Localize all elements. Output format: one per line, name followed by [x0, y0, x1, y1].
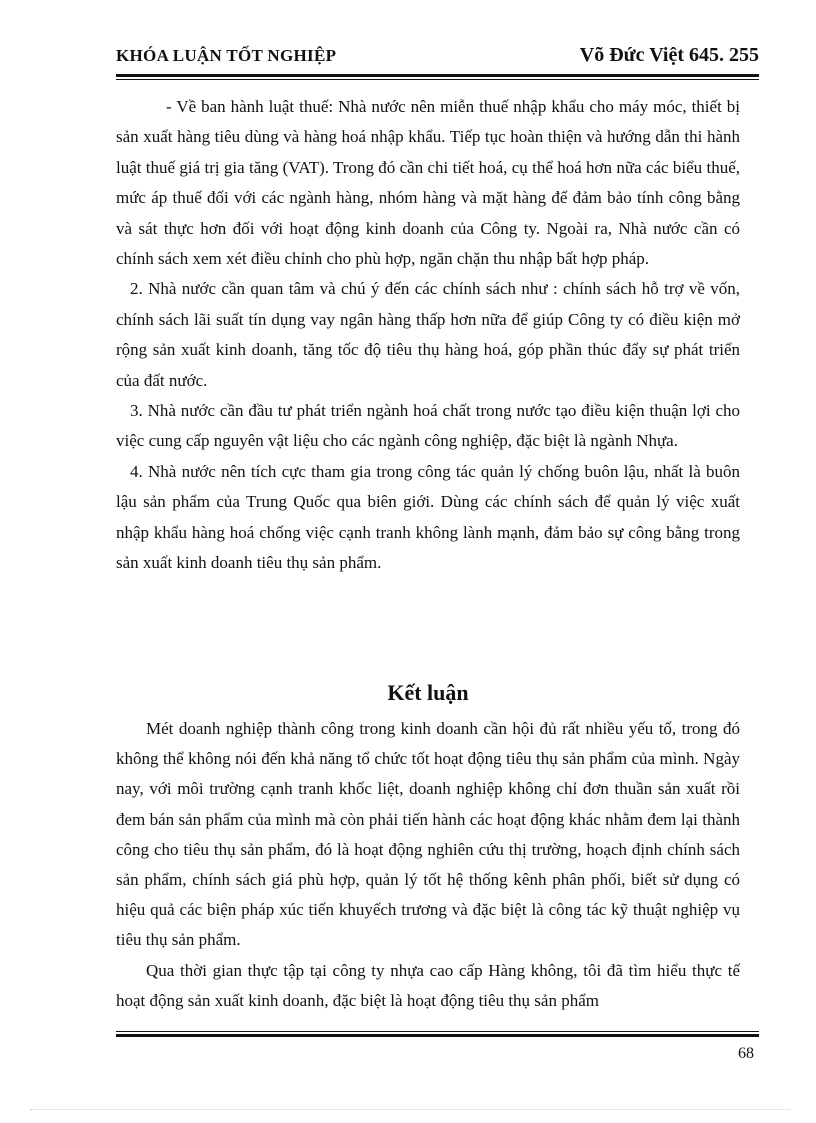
paragraph-item-3: 3. Nhà nước cần đầu tư phát triển ngành hoá chất trong nước tạo điều kiện thuận lợi cho việc cung cấp nguyên vật liệu cho các ngành công nghiệp, đặc biệt là ngành Nhựa. — [116, 401, 740, 451]
header-title: KHÓA LUẬN TỐT NGHIỆP — [116, 46, 337, 65]
conclusion-body — [116, 714, 740, 1016]
footer-rule-thin — [116, 1031, 759, 1032]
footer-rule-thick — [116, 1034, 759, 1037]
page-header — [116, 44, 759, 72]
conclusion-paragraph-2: Qua thời gian thực tập tại công ty nhựa cao cấp Hàng không, tôi đã tìm hiểu thực tế hoạt động sản xuất kinh doanh, đặc biệt là hoạt động tiêu thụ sản phẩm — [116, 960, 740, 1010]
conclusion-heading: Kết luận — [387, 680, 469, 705]
page-number: 68 — [738, 1045, 754, 1062]
header-author: Võ Đức Việt 645. 255 — [579, 44, 759, 66]
paragraph-tax-law: - Về ban hành luật thuế: Nhà nước nên miễn thuế nhập khẩu cho máy móc, thiết bị sản xuất hàng tiêu dùng và hàng hoá nhập khẩu. Tiếp tục hoàn thiện và hướng dẫn thi hành luật thuế giá trị gia tăng (VAT). Trong đó cần chi tiết hoá, cụ thể hoá hơn nữa các biểu thuế, mức áp thuế đối với các ngành hàng, nhóm hàng và mặt hàng để đảm bảo tính công bằng và sát thực hơn đối với hoạt động kinh doanh của Công ty. Ngoài ra, Nhà nước cần có chính sách xem xét điều chỉnh cho phù hợp, ngăn chặn thu nhập bất hợp pháp. — [116, 97, 740, 269]
page-edge-divider — [30, 1109, 790, 1110]
paragraph-item-4: 4. Nhà nước nên tích cực tham gia trong công tác quản lý chống buôn lậu, nhất là buôn lậu sản phẩm của Trung Quốc qua biên giới. Dùng các chính sách để quản lý việc xuất nhập khẩu hàng hoá chống việc cạnh tranh không lành mạnh, đảm bảo sự công bằng trong sản xuất kinh doanh tiêu thụ sản phẩm. — [116, 461, 740, 573]
paragraph-item-2: 2. Nhà nước cần quan tâm và chú ý đến các chính sách như : chính sách hỗ trợ về vốn, chính sách lãi suất tín dụng vay ngân hàng thấp hơn nữa để giúp Công ty có điều kiện mở rộng sản xuất kinh doanh, tăng tốc độ tiêu thụ hàng hoá, góp phần thúc đẩy sự phát triển của đất nước. — [116, 279, 740, 390]
header-rule-thin — [116, 79, 759, 80]
header-rule-thick — [116, 74, 759, 77]
conclusion-paragraph-1: Mét doanh nghiệp thành công trong kinh doanh cần hội đủ rất nhiều yếu tố, trong đó không thể không nói đến khả năng tổ chức tốt hoạt động tiêu thụ sản phẩm của mình. Ngày nay, với môi trường cạnh tranh khốc liệt, doanh nghiệp không chỉ đơn thuần sản xuất rồi đem bán sản phẩm của mình mà còn phải tiến hành các hoạt động khác nhằm đem lại thành công cho tiêu thụ sản phẩm, đó là hoạt động nghiên cứu thị trường, hoạch định chính sách sản phẩm, chính sách giá phù hợp, quản lý tốt hệ thống kênh phân phối, biết sử dụng có hiệu quả các biện pháp xúc tiến khuyếch trương và đặc biệt là công tác kỹ thuật nghiệp vụ tiêu thụ sản phẩm. — [116, 719, 740, 950]
body-text — [116, 92, 740, 579]
